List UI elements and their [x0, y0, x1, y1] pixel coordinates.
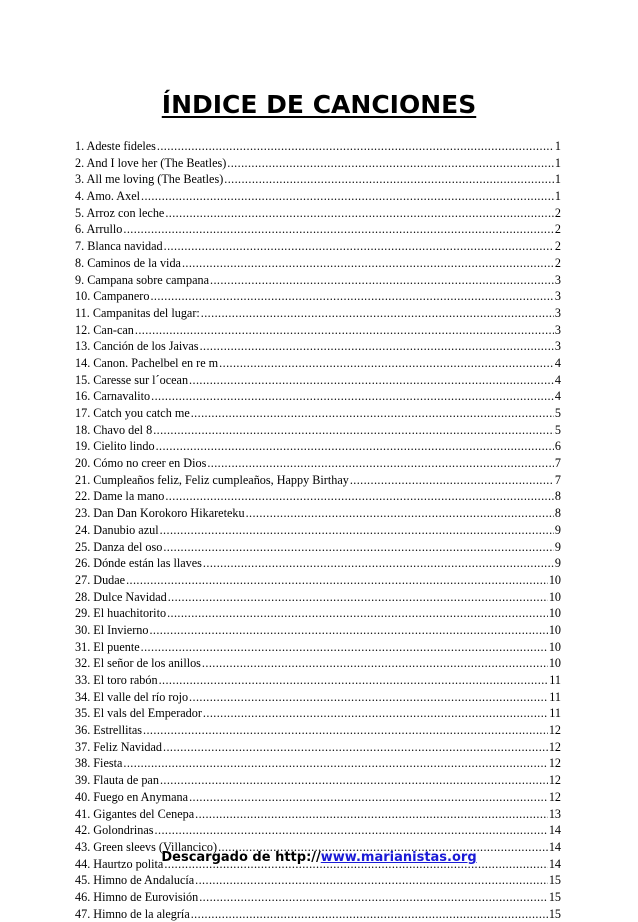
toc-dot-leader [246, 505, 554, 522]
toc-entry-title: 14. Canon. Pachelbel en re m [75, 355, 219, 370]
toc-entry-title: 2. And I love her (The Beatles) [75, 155, 227, 170]
toc-entry[interactable] [75, 238, 561, 255]
toc-entry-title: 25. Danza del oso [75, 539, 163, 554]
toc-entry-title: 39. Flauta de pan [75, 773, 159, 788]
toc-entry-title: 45. Himno de Andalucía [75, 873, 195, 888]
table-of-contents [75, 138, 561, 922]
toc-entry-title: 44. Haurtzo polita [75, 856, 164, 871]
toc-entry-page: 9 [554, 556, 561, 571]
toc-entry-title: 15. Caresse sur l´ocean [75, 372, 189, 387]
toc-entry-title: 9. Campana sobre campana [75, 272, 210, 287]
toc-dot-leader [155, 822, 548, 839]
toc-entry-title: 24. Danubio azul [75, 522, 159, 537]
toc-entry[interactable] [75, 155, 561, 172]
toc-dot-leader [153, 422, 554, 439]
toc-entry-page: 15 [548, 906, 561, 921]
toc-entry-page: 3 [554, 305, 561, 320]
toc-entry-page: 11 [549, 689, 561, 704]
toc-entry[interactable] [75, 472, 561, 489]
toc-entry-title: 23. Dan Dan Korokoro Hikareteku [75, 506, 245, 521]
toc-entry-page: 1 [554, 189, 561, 204]
toc-entry[interactable] [75, 272, 561, 289]
toc-entry-page: 15 [548, 873, 561, 888]
toc-entry-page: 10 [548, 622, 561, 637]
toc-entry-page: 10 [548, 639, 561, 654]
toc-entry[interactable] [75, 622, 561, 639]
toc-entry[interactable] [75, 722, 561, 739]
toc-dot-leader [141, 188, 554, 205]
toc-entry-title: 29. El huachitorito [75, 606, 167, 621]
toc-dot-leader [224, 171, 554, 188]
toc-dot-leader [165, 205, 554, 222]
toc-entry-page: 14 [548, 823, 561, 838]
toc-dot-leader [160, 522, 554, 539]
download-footer [0, 850, 638, 865]
toc-entry-page: 11 [549, 673, 561, 687]
toc-entry[interactable] [75, 405, 561, 422]
toc-entry-page: 2 [554, 255, 561, 270]
toc-entry[interactable] [75, 522, 561, 539]
toc-entry-page: 2 [554, 205, 561, 220]
toc-entry-page: 6 [554, 439, 561, 454]
toc-entry[interactable] [75, 205, 561, 222]
toc-entry[interactable] [75, 672, 561, 689]
toc-entry[interactable] [75, 772, 561, 789]
toc-entry[interactable] [75, 488, 561, 505]
toc-entry-title: 32. El señor de los anillos [75, 656, 201, 671]
toc-entry-title: 28. Dulce Navidad [75, 589, 167, 604]
toc-entry[interactable] [75, 689, 561, 706]
toc-entry-title: 43. Green sleevs (Villancico) [75, 839, 218, 854]
toc-dot-leader [189, 689, 548, 706]
toc-entry-title: 8. Caminos de la vida [75, 255, 181, 270]
toc-entry-page: 3 [554, 289, 561, 304]
toc-entry-title: 12. Can-can [75, 322, 134, 337]
toc-entry-page: 12 [548, 756, 561, 771]
toc-entry[interactable] [75, 288, 561, 305]
toc-entry[interactable] [75, 355, 561, 372]
toc-dot-leader [160, 772, 548, 789]
toc-entry[interactable] [75, 539, 561, 556]
toc-entry[interactable] [75, 655, 561, 672]
toc-dot-leader [200, 338, 554, 355]
toc-entry-page: 14 [548, 839, 561, 854]
toc-entry-title: 37. Feliz Navidad [75, 739, 162, 754]
toc-entry[interactable] [75, 221, 561, 238]
toc-dot-leader [159, 672, 549, 689]
toc-dot-leader [165, 488, 554, 505]
toc-dot-leader [163, 539, 554, 556]
toc-entry[interactable] [75, 438, 561, 455]
toc-entry-page: 12 [548, 789, 561, 804]
toc-entry-title: 33. El toro rabón [75, 673, 158, 687]
toc-entry-title: 17. Catch you catch me [75, 406, 190, 420]
toc-entry-page: 10 [548, 656, 561, 671]
toc-entry-title: 27. Dudae [75, 572, 126, 587]
toc-entry[interactable] [75, 755, 561, 772]
toc-dot-leader [135, 322, 554, 339]
toc-entry-title: 3. All me loving (The Beatles) [75, 172, 224, 187]
toc-dot-leader [164, 238, 554, 255]
toc-entry[interactable] [75, 505, 561, 522]
toc-entry-page: 15 [548, 889, 561, 904]
toc-entry-page: 12 [548, 723, 561, 738]
toc-entry-page: 1 [554, 172, 561, 187]
toc-entry-page: 10 [548, 572, 561, 587]
toc-dot-leader [219, 355, 554, 372]
toc-dot-leader [195, 806, 548, 823]
toc-dot-leader [203, 555, 554, 572]
toc-entry[interactable] [75, 639, 561, 656]
toc-entry[interactable] [75, 305, 561, 322]
toc-dot-leader [201, 305, 554, 322]
toc-entry-title: 10. Campanero [75, 289, 150, 304]
toc-dot-leader [203, 705, 548, 722]
toc-entry-page: 10 [548, 606, 561, 621]
toc-entry-title: 6. Arrullo [75, 222, 123, 237]
toc-entry-title: 16. Carnavalito [75, 389, 151, 404]
toc-entry[interactable] [75, 806, 561, 823]
toc-entry-title: 18. Chavo del 8 [75, 422, 153, 437]
toc-entry-page: 2 [554, 222, 561, 237]
toc-entry-page: 7 [554, 472, 561, 487]
toc-dot-leader [141, 639, 548, 656]
toc-entry-page: 4 [554, 372, 561, 387]
toc-entry[interactable] [75, 589, 561, 606]
toc-dot-leader [191, 405, 554, 422]
toc-entry-title: 41. Gigantes del Cenepa [75, 806, 195, 821]
toc-entry-page: 13 [548, 806, 561, 821]
toc-dot-leader [189, 789, 548, 806]
toc-dot-leader [151, 388, 554, 405]
toc-entry-title: 1. Adeste fideles [75, 139, 156, 153]
toc-entry-page: 1 [554, 155, 561, 170]
toc-dot-leader [350, 472, 554, 489]
toc-entry-page: 9 [554, 522, 561, 537]
toc-entry-page: 8 [554, 506, 561, 521]
toc-entry-title: 11. Campanitas del lugar: [75, 305, 200, 320]
toc-entry-title: 35. El vals del Emperador [75, 706, 202, 721]
toc-entry-page: 10 [548, 589, 561, 604]
toc-entry-title: 19. Cielito lindo [75, 439, 155, 454]
toc-entry-title: 34. El valle del río rojo [75, 689, 189, 704]
toc-dot-leader [227, 155, 554, 172]
toc-entry[interactable] [75, 789, 561, 806]
toc-entry-title: 38. Fiesta [75, 756, 123, 771]
toc-entry-title: 42. Golondrinas [75, 823, 154, 838]
toc-entry-title: 5. Arroz con leche [75, 205, 165, 220]
toc-entry-title: 46. Himno de Eurovisión [75, 889, 199, 904]
toc-entry-page: 3 [554, 339, 561, 354]
toc-entry-page: 4 [554, 355, 561, 370]
toc-entry-title: 4. Amo. Axel [75, 189, 141, 204]
toc-dot-leader [126, 572, 548, 589]
toc-dot-leader [202, 655, 548, 672]
toc-entry-page: 3 [554, 272, 561, 287]
toc-dot-leader [189, 372, 554, 389]
toc-dot-leader [149, 622, 547, 639]
toc-entry[interactable] [75, 422, 561, 439]
toc-entry-title: 47. Himno de la alegría [75, 906, 190, 921]
toc-dot-leader [167, 605, 548, 622]
toc-entry-page: 14 [548, 856, 561, 871]
toc-entry-title: 26. Dónde están las llaves [75, 556, 202, 571]
toc-entry-page: 12 [548, 739, 561, 754]
toc-entry-page: 5 [554, 406, 561, 420]
toc-entry-page: 1 [554, 139, 561, 153]
toc-entry[interactable] [75, 188, 561, 205]
toc-dot-leader [191, 906, 548, 922]
toc-dot-leader [210, 272, 554, 289]
toc-entry-page: 4 [554, 389, 561, 404]
toc-dot-leader [195, 872, 548, 889]
toc-entry-title: 36. Estrellitas [75, 723, 143, 738]
toc-entry[interactable] [75, 889, 561, 906]
toc-entry-title: 40. Fuego en Anymana [75, 789, 189, 804]
toc-entry[interactable] [75, 906, 561, 922]
toc-entry[interactable] [75, 572, 561, 589]
toc-dot-leader [157, 138, 554, 155]
toc-entry-title: 22. Dame la mano [75, 489, 165, 504]
toc-entry[interactable] [75, 605, 561, 622]
toc-entry-title: 7. Blanca navidad [75, 239, 163, 254]
toc-entry[interactable] [75, 171, 561, 188]
toc-entry[interactable] [75, 388, 561, 405]
toc-entry[interactable] [75, 555, 561, 572]
toc-entry-page: 9 [554, 539, 561, 554]
toc-entry-page: 8 [554, 489, 561, 504]
toc-dot-leader [150, 288, 553, 305]
toc-entry-title: 20. Cómo no creer en Dios [75, 456, 207, 471]
toc-entry-title: 31. El puente [75, 639, 140, 654]
toc-dot-leader [123, 755, 547, 772]
toc-entry-page: 2 [554, 239, 561, 254]
toc-dot-leader [123, 221, 554, 238]
toc-entry[interactable] [75, 739, 561, 756]
toc-dot-leader [182, 255, 554, 272]
toc-entry-page: 5 [554, 422, 561, 437]
footer-link[interactable]: www.marianistas.org [320, 850, 477, 865]
footer-prefix: Descargado de http:// [161, 850, 321, 865]
toc-dot-leader [163, 739, 548, 756]
page-title: ÍNDICE DE CANCIONES [161, 90, 477, 119]
toc-dot-leader [207, 455, 554, 472]
toc-entry-title: 30. El Invierno [75, 622, 149, 637]
toc-entry[interactable] [75, 255, 561, 272]
toc-entry[interactable] [75, 822, 561, 839]
toc-entry-page: 7 [554, 456, 561, 471]
toc-entry[interactable] [75, 705, 561, 722]
toc-entry-page: 11 [549, 706, 561, 721]
toc-entry-title: 21. Cumpleaños feliz, Feliz cumpleaños, Happy Birthay [75, 472, 349, 487]
toc-entry-page: 12 [548, 773, 561, 788]
toc-entry[interactable] [75, 322, 561, 339]
toc-entry[interactable] [75, 138, 561, 155]
toc-dot-leader [168, 589, 548, 606]
toc-entry[interactable] [75, 372, 561, 389]
toc-dot-leader [199, 889, 548, 906]
toc-entry-page: 3 [554, 322, 561, 337]
toc-dot-leader [156, 438, 554, 455]
toc-entry[interactable] [75, 455, 561, 472]
toc-entry-title: 13. Canción de los Jaivas [75, 339, 199, 354]
toc-entry[interactable] [75, 872, 561, 889]
toc-entry[interactable] [75, 338, 561, 355]
toc-dot-leader [143, 722, 548, 739]
